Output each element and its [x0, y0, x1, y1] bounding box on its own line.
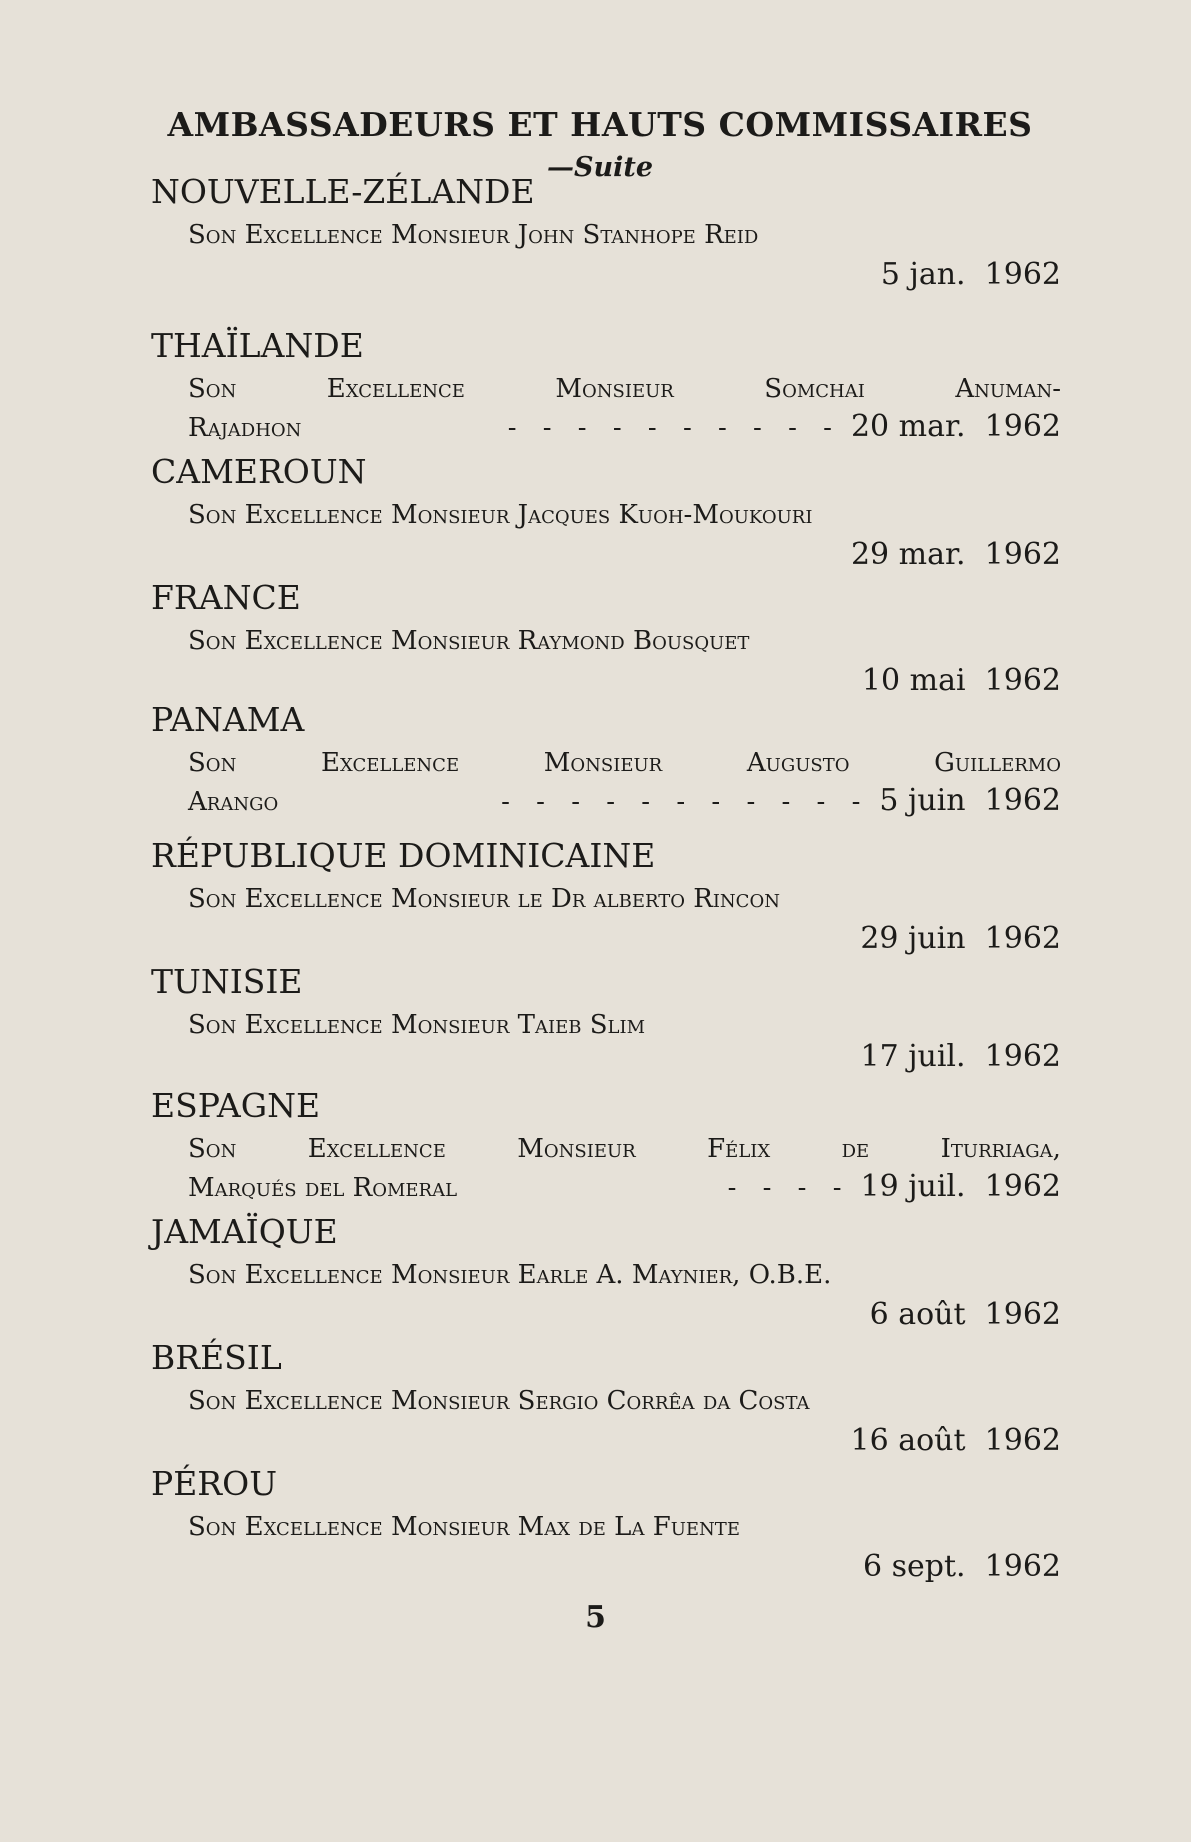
country-name: RÉPUBLIQUE DOMINICAINE	[151, 836, 656, 875]
ambassador-name-continued: Marqués del Romeral - - - - 19 juil. 1962	[188, 1169, 1061, 1204]
country-name: JAMAÏQUE	[151, 1212, 338, 1251]
country-name: TUNISIE	[151, 962, 303, 1001]
ambassador-name: Son Excellence Monsieur Taieb Slim	[188, 1010, 646, 1040]
appointment-date: 17 juil. 1962	[860, 1039, 1061, 1074]
ambassador-name: Son Excellence Monsieur Félix de Iturriaga,	[188, 1134, 1061, 1164]
page-title: AMBASSADEURS ET HAUTS COMMISSAIRES	[167, 105, 1033, 144]
ambassador-name: Son Excellence Monsieur Max de La Fuente	[188, 1512, 740, 1542]
appointment-date: 29 juin 1962	[860, 921, 1061, 956]
appointment-date: 5 jan. 1962	[880, 257, 1061, 292]
country-name: CAMEROUN	[151, 452, 367, 491]
ambassador-name: Son Excellence Monsieur Augusto Guillermo	[188, 748, 1061, 778]
ambassador-name: Son Excellence Monsieur John Stanhope Reid	[188, 220, 759, 250]
appointment-date: 16 août 1962	[850, 1423, 1061, 1458]
appointment-date: 6 août 1962	[869, 1297, 1061, 1332]
ambassador-name: Son Excellence Monsieur le Dr alberto Rincon	[188, 884, 780, 914]
ambassador-name: Son Excellence Monsieur Somchai Anuman-	[188, 374, 1061, 404]
appointment-date: 29 mar. 1962	[850, 537, 1061, 572]
country-name: BRÉSIL	[151, 1338, 282, 1377]
ambassador-name-continued: Rajadhon - - - - - - - - - - 20 mar. 1962	[188, 409, 1061, 444]
page-subtitle: —Suite	[546, 152, 654, 183]
ambassador-name: Son Excellence Monsieur Jacques Kuoh-Moukouri	[188, 500, 813, 530]
country-name: NOUVELLE-ZÉLANDE	[151, 172, 535, 211]
country-name: THAÏLANDE	[151, 326, 364, 365]
country-name: PANAMA	[151, 700, 305, 739]
country-name: ESPAGNE	[151, 1086, 321, 1125]
ambassador-name-continued: Arango - - - - - - - - - - - 5 juin 1962	[188, 783, 1061, 818]
page-number: 5	[585, 1600, 606, 1635]
country-name: FRANCE	[151, 578, 301, 617]
ambassador-name: Son Excellence Monsieur Raymond Bousquet	[188, 626, 750, 656]
ambassador-name: Son Excellence Monsieur Earle A. Maynier, O.B.E.	[188, 1260, 832, 1290]
ambassador-name: Son Excellence Monsieur Sergio Corrêa da Costa	[188, 1386, 810, 1416]
appointment-date: 10 mai 1962	[861, 663, 1061, 698]
country-name: PÉROU	[151, 1464, 278, 1503]
appointment-date: 6 sept. 1962	[862, 1549, 1061, 1584]
